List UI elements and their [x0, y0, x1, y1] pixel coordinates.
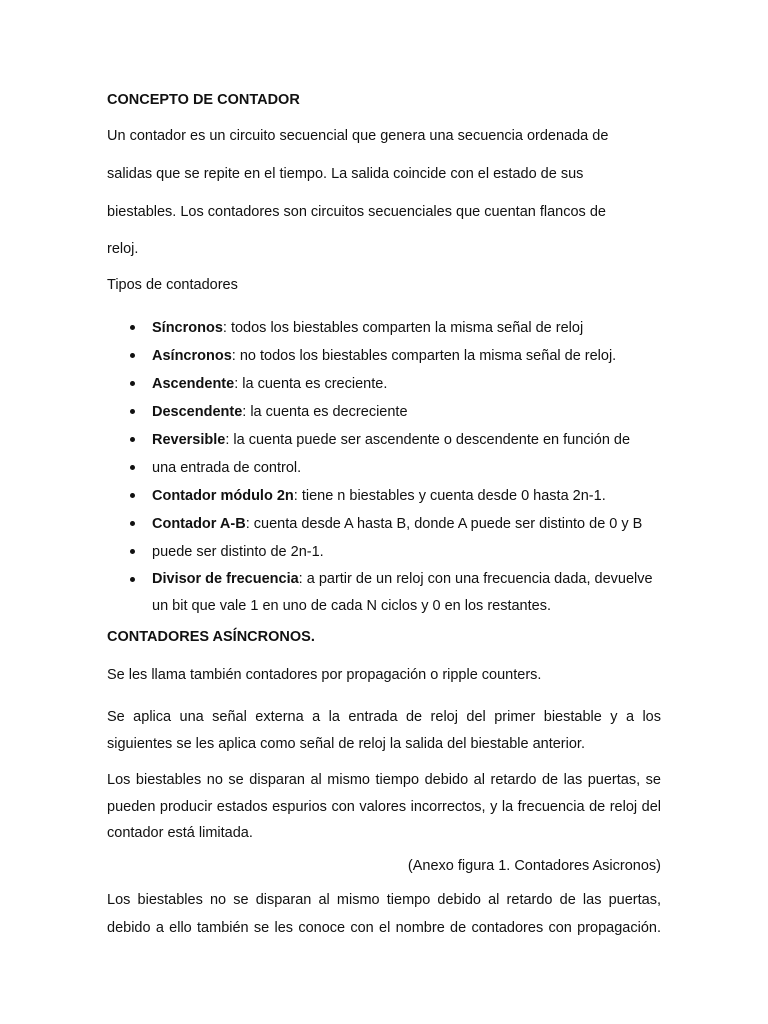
bullet-icon [130, 325, 135, 330]
types-title: Tipos de contadores [107, 277, 238, 293]
description: : todos los biestables comparten la misma señal de reloj [222, 320, 584, 336]
paragraph: Los biestables no se disparan al mismo tiempo debido al retardo de las puertas, debido a ello también se les conoce con el nombre de contadores con propagación. [107, 892, 661, 936]
list-item [107, 370, 667, 398]
term: Síncronos [152, 320, 223, 336]
term: Contador A-B [152, 516, 246, 532]
description: : cuenta desde A hasta B, donde A puede ser distinto de 0 y B [245, 516, 643, 532]
list-item [107, 538, 667, 566]
paragraph: Se les llama también contadores por propagación o ripple counters. [107, 667, 542, 683]
types-list [107, 314, 667, 621]
list-item [107, 566, 667, 621]
description: : a partir de un reloj con una frecuencia dada, devuelve un bit que vale 1 en uno de cada N ciclos y 0 en los restantes. [152, 571, 653, 614]
term: Contador módulo 2n [152, 488, 294, 504]
paragraph-line: Un contador es un circuito secuencial que genera una secuencia ordenada de [107, 128, 609, 144]
bullet-icon [130, 381, 135, 386]
description: : tiene n biestables y cuenta desde 0 hasta 2n-1. [293, 488, 606, 504]
paragraph-line: biestables. Los contadores son circuitos secuenciales que cuentan flancos de [107, 204, 606, 220]
list-item [107, 510, 667, 538]
annex-reference: (Anexo figura 1. Contadores Asicronos) [407, 858, 661, 874]
bullet-icon [130, 549, 135, 554]
bullet-icon [130, 437, 135, 442]
term: Descendente [152, 404, 243, 420]
section-heading-concepto: CONCEPTO DE CONTADOR [107, 92, 300, 108]
list-item [107, 454, 667, 482]
bullet-icon [130, 493, 135, 498]
paragraph: Se aplica una señal externa a la entrada de reloj del primer biestable y a los siguientes se les aplica como señal de reloj la salida del biestable anterior. [107, 709, 661, 752]
list-item [107, 426, 667, 454]
description: : la cuenta es decreciente [242, 404, 408, 420]
bullet-icon [130, 409, 135, 414]
description: : la cuenta puede ser ascendente o descendente en función de [225, 432, 631, 448]
section-heading-asincronos: CONTADORES ASÍNCRONOS. [107, 629, 315, 645]
list-item [107, 482, 667, 510]
term: Ascendente [152, 376, 235, 392]
paragraph-line: salidas que se repite en el tiempo. La salida coincide con el estado de sus [107, 166, 584, 182]
term: Divisor de frecuencia [152, 571, 299, 587]
paragraph: Los biestables no se disparan al mismo tiempo debido al retardo de las puertas, se pueden producir estados espurios con valores incorrectos, y la frecuencia de reloj del contador está limitada. [107, 772, 661, 841]
bullet-icon [130, 577, 135, 582]
bullet-icon [130, 353, 135, 358]
term: Reversible [152, 432, 226, 448]
description: : no todos los biestables comparten la misma señal de reloj. [231, 348, 617, 364]
bullet-icon [130, 521, 135, 526]
list-item [107, 398, 667, 426]
description: puede ser distinto de 2n-1. [152, 544, 324, 560]
list-item [107, 314, 667, 342]
description: una entrada de control. [152, 460, 302, 476]
description: : la cuenta es creciente. [234, 376, 388, 392]
list-item [107, 342, 667, 370]
bullet-icon [130, 465, 135, 470]
paragraph-line: reloj. [107, 241, 139, 257]
term: Asíncronos [152, 348, 232, 364]
